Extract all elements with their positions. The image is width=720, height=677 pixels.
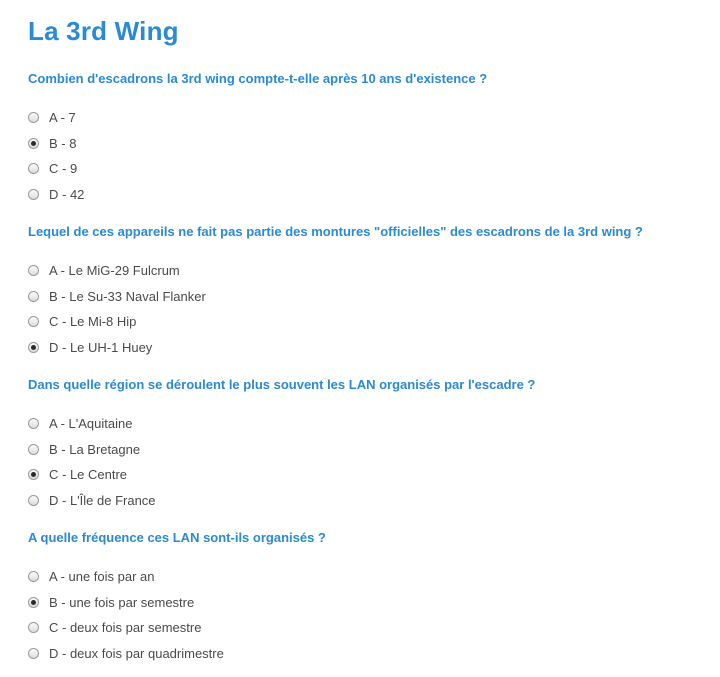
option-label: D - deux fois par quadrimestre	[49, 645, 224, 661]
option-q1-b[interactable]	[28, 133, 76, 153]
option-q1-c[interactable]	[28, 158, 77, 178]
option-label: B - 8	[49, 135, 77, 151]
option-label: C - deux fois par semestre	[49, 619, 202, 635]
radio-button[interactable]	[28, 112, 39, 123]
option-q1-d[interactable]	[28, 184, 84, 204]
option-label: C - 9	[49, 160, 78, 176]
radio-button[interactable]	[28, 469, 39, 480]
option-label: B - une fois par semestre	[49, 594, 195, 610]
option-q3-b[interactable]	[28, 439, 140, 459]
radio-button[interactable]	[28, 495, 39, 506]
question-text: Combien d'escadrons la 3rd wing compte-t-elle après 10 ans d'existence ?	[28, 71, 488, 86]
option-label: A - Le MiG-29 Fulcrum	[49, 262, 180, 278]
radio-button[interactable]	[28, 265, 39, 276]
radio-button[interactable]	[28, 163, 39, 174]
radio-button[interactable]	[28, 648, 39, 659]
page-title: La 3rd Wing	[28, 16, 179, 46]
radio-button[interactable]	[28, 571, 39, 582]
radio-button[interactable]	[28, 444, 39, 455]
option-q2-b[interactable]	[28, 286, 206, 306]
option-label: A - 7	[49, 109, 76, 125]
radio-button[interactable]	[28, 418, 39, 429]
option-q4-c[interactable]	[28, 617, 201, 637]
option-label: D - Le UH-1 Huey	[49, 339, 153, 355]
radio-button[interactable]	[28, 189, 39, 200]
option-q3-d[interactable]	[28, 490, 156, 510]
radio-button[interactable]	[28, 138, 39, 149]
option-q4-a[interactable]	[28, 566, 155, 586]
question-1	[28, 70, 708, 202]
option-q3-c[interactable]	[28, 464, 127, 484]
option-q2-a[interactable]	[28, 260, 180, 280]
option-q2-c[interactable]	[28, 311, 136, 331]
option-label: B - Le Su-33 Naval Flanker	[49, 288, 206, 304]
option-label: C - Le Centre	[49, 466, 128, 482]
radio-button[interactable]	[28, 291, 39, 302]
option-label: D - L'Île de France	[49, 492, 156, 508]
option-q4-b[interactable]	[28, 592, 194, 612]
option-label: D - 42	[49, 186, 85, 202]
radio-button[interactable]	[28, 342, 39, 353]
radio-button[interactable]	[28, 622, 39, 633]
option-label: C - Le Mi-8 Hip	[49, 313, 137, 329]
option-label: B - La Bretagne	[49, 441, 141, 457]
option-q2-d[interactable]	[28, 337, 152, 357]
option-label: A - une fois par an	[49, 568, 155, 584]
option-q3-a[interactable]	[28, 413, 132, 433]
radio-button[interactable]	[28, 597, 39, 608]
option-q1-a[interactable]	[28, 107, 76, 127]
question-text: Dans quelle région se déroulent le plus souvent les LAN organisés par l'escadre ?	[28, 377, 536, 392]
option-q4-d[interactable]	[28, 643, 224, 663]
question-2	[28, 223, 708, 355]
radio-button[interactable]	[28, 316, 39, 327]
question-text: A quelle fréquence ces LAN sont-ils organisés ?	[28, 530, 326, 545]
question-text: Lequel de ces appareils ne fait pas partie des montures "officielles" des escadrons de la 3rd wing ?	[28, 224, 643, 239]
question-4	[28, 529, 708, 661]
option-label: A - L'Aquitaine	[49, 415, 133, 431]
question-3	[28, 376, 708, 508]
